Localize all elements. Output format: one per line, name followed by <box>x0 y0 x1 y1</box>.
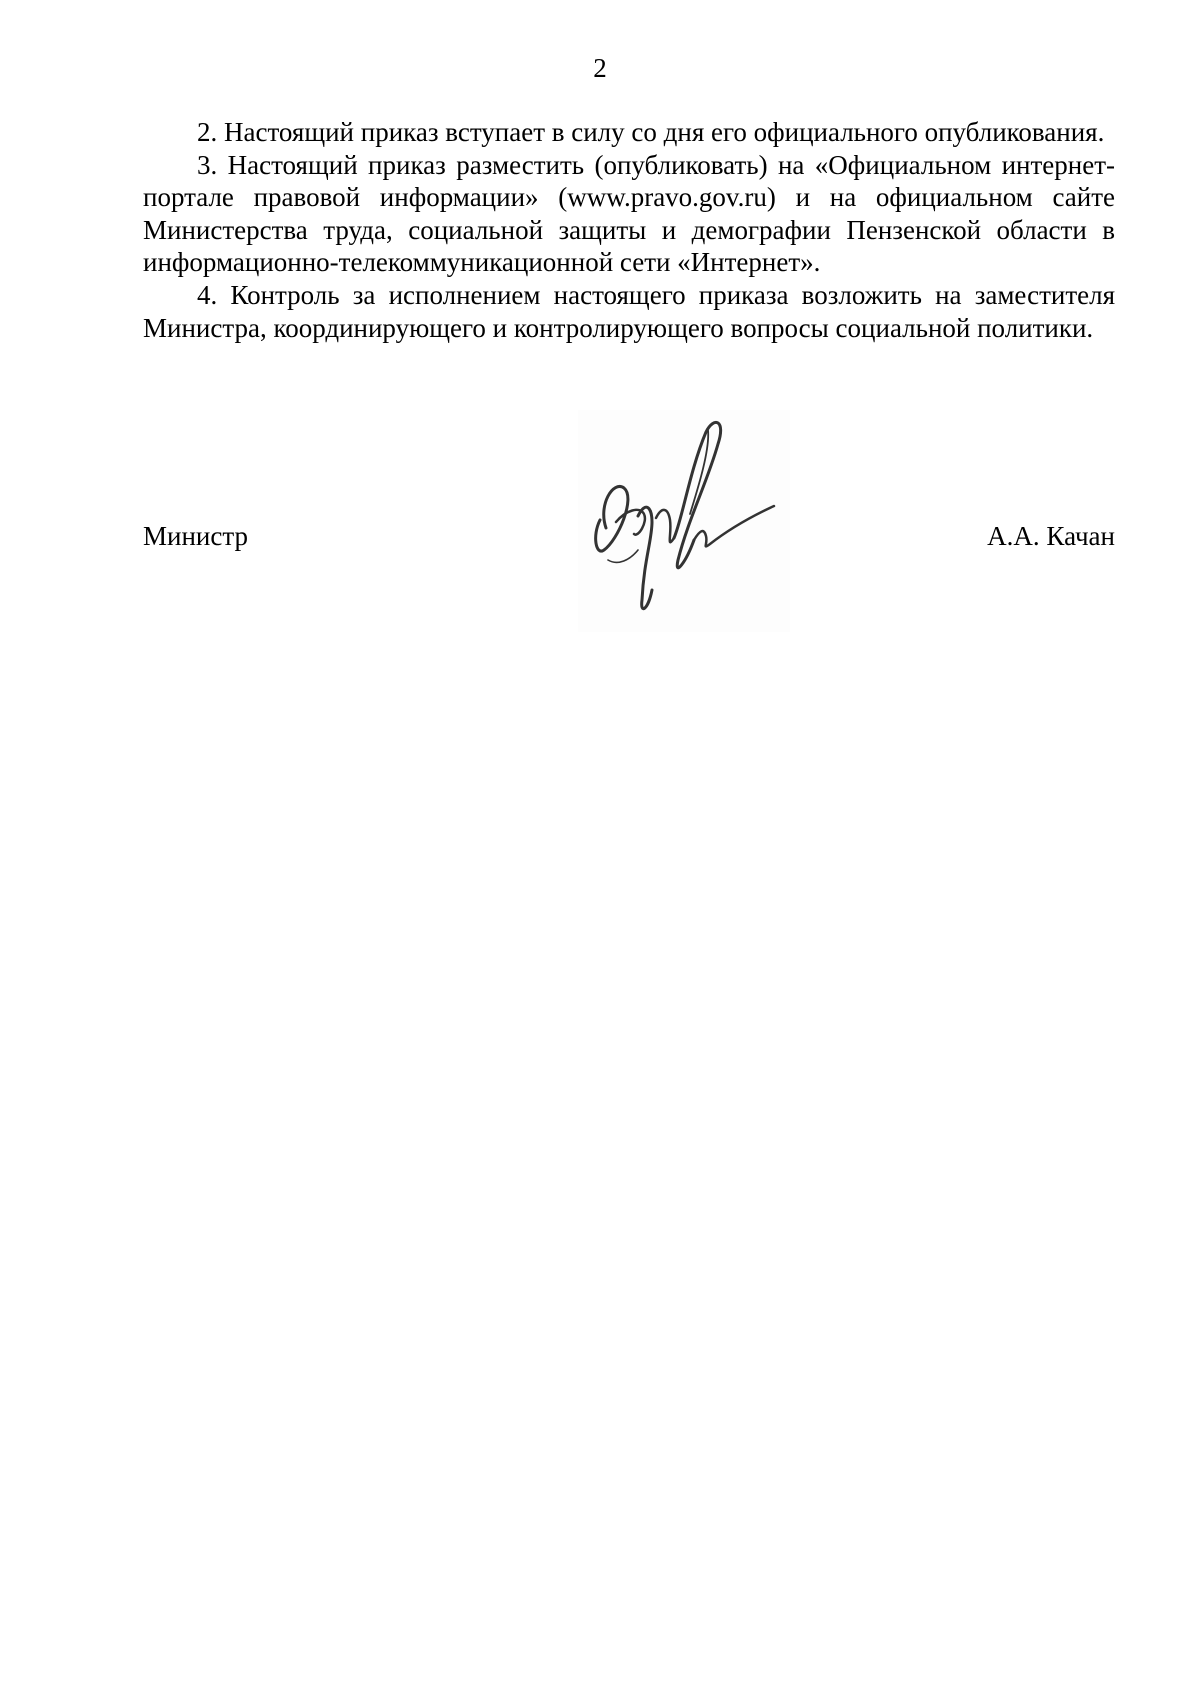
document-body <box>143 116 1115 344</box>
paragraph-3: 3. Настоящий приказ разместить (опубликовать) на «Официальном интернет-портале правовой информации» (www.pravo.gov.ru) и на официальном сайте Министерства труда, социальной защиты и демографии Пензенской области в информационно-телекоммуникационной сети «Интернет». <box>143 149 1115 278</box>
signature-row <box>143 520 1115 560</box>
signatory-title: Министр <box>143 521 248 551</box>
signatory-name: А.А. Качан <box>987 521 1115 551</box>
paragraph-2: 2. Настоящий приказ вступает в силу со дня его официального опубликования. <box>197 117 1105 147</box>
paragraph-4: 4. Контроль за исполнением настоящего приказа возложить на заместителя Министра, координирующего и контролирующего вопросы социальной политики. <box>143 279 1115 343</box>
page-number: 2 <box>593 53 607 83</box>
